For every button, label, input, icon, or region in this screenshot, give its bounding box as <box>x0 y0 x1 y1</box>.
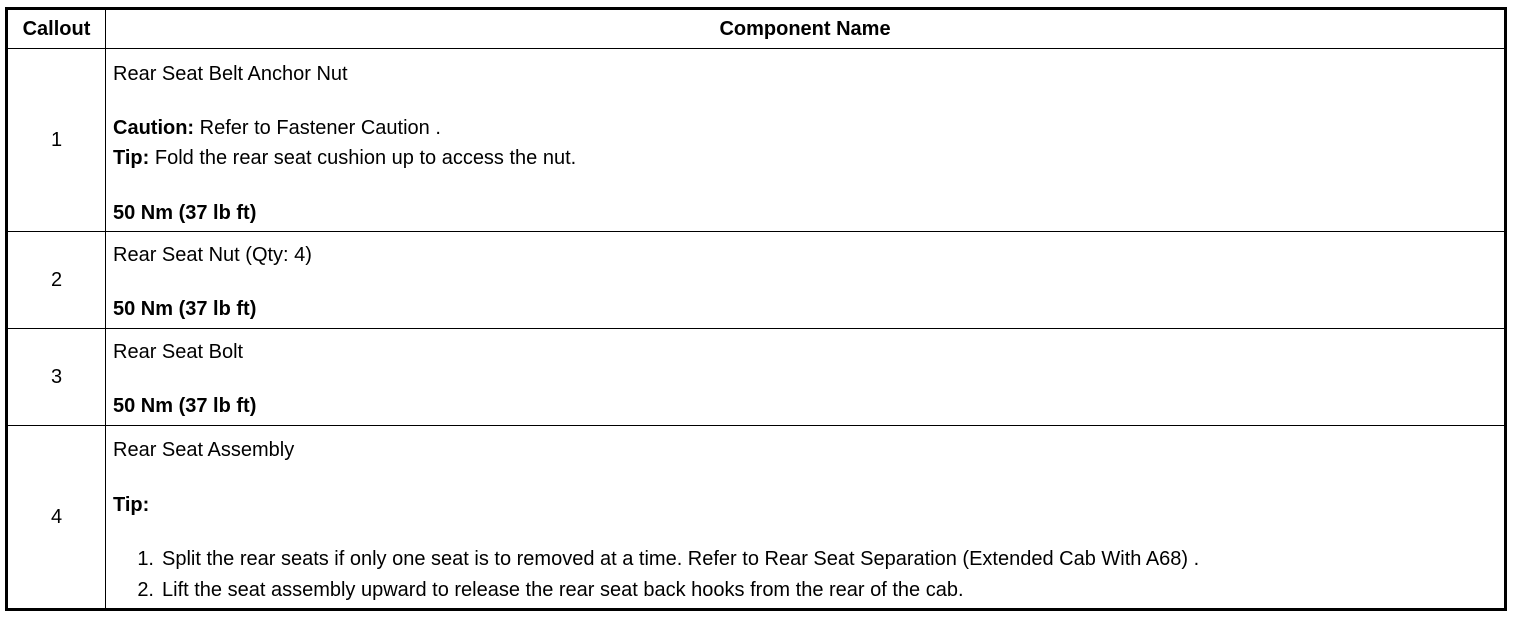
table-row <box>8 48 1504 231</box>
component-cell <box>106 426 1504 608</box>
callout-number: 2 <box>8 232 106 328</box>
caution-line <box>113 116 441 140</box>
table-header-row <box>8 10 1504 48</box>
torque-spec: 50 Nm (37 lb ft) <box>113 395 257 417</box>
tip-label: Tip: <box>113 147 150 169</box>
table-row <box>8 425 1504 608</box>
torque-spec: 50 Nm (37 lb ft) <box>113 202 257 224</box>
callout-number: 3 <box>8 329 106 425</box>
component-cell <box>106 232 1504 328</box>
table-row <box>8 328 1504 425</box>
step-text: Split the rear seats if only one seat is to removed at a time. Refer to Rear Seat Separation (Extended Cab With A68) . <box>162 548 1200 570</box>
caution-text: Refer to Fastener Caution . <box>194 117 441 139</box>
component-cell <box>106 49 1504 231</box>
list-item <box>120 547 1199 571</box>
component-name: Rear Seat Belt Anchor Nut <box>113 63 348 85</box>
component-cell <box>106 329 1504 425</box>
tip-text: Fold the rear seat cushion up to access the nut. <box>149 147 577 169</box>
tip-label: Tip: <box>113 494 150 516</box>
header-callout: Callout <box>8 10 106 48</box>
component-name: Rear Seat Nut (Qty: 4) <box>113 244 312 266</box>
callout-table <box>5 7 1507 611</box>
step-number: 2. <box>137 579 154 601</box>
torque-spec: 50 Nm (37 lb ft) <box>113 298 257 320</box>
step-text: Lift the seat assembly upward to release the rear seat back hooks from the rear of the cab. <box>162 579 964 601</box>
callout-number: 4 <box>8 426 106 608</box>
list-item <box>120 578 964 602</box>
component-name: Rear Seat Bolt <box>113 341 244 363</box>
table-row <box>8 231 1504 328</box>
header-component-name: Component Name <box>719 17 891 40</box>
tip-line <box>113 146 576 170</box>
component-name: Rear Seat Assembly <box>113 439 295 461</box>
callout-number: 1 <box>8 49 106 231</box>
caution-label: Caution: <box>113 117 195 139</box>
step-number: 1. <box>137 548 154 570</box>
